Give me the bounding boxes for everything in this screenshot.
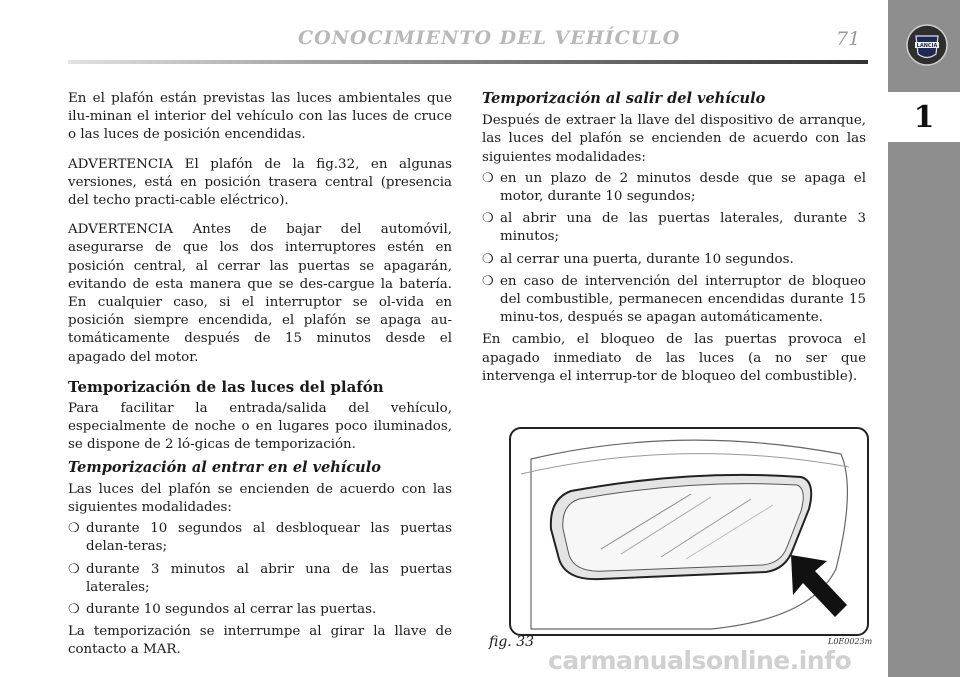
paragraph: La temporización se interrumpe al girar la llave de contacto a MAR. (68, 624, 452, 658)
subsection-heading: Temporización al salir del vehículo (482, 90, 766, 107)
logo-text: LANCIA (916, 43, 938, 49)
right-column (482, 90, 866, 397)
paragraph: En cambio, el bloqueo de las puertas provoca el apagado inmediato de las luces (a no ser que intervenga el interrup-tor de bloqueo del combustible). (482, 332, 866, 384)
section-title: CONOCIMIENTO DEL VEHÍCULO (298, 27, 681, 49)
bullet-icon: ❍ (482, 251, 494, 267)
header-rule (68, 60, 868, 64)
warning-paragraph: ADVERTENCIA Antes de bajar del automóvil, asegurarse de que los dos interruptores estén en posición central, al cerrar las puertas se apagarán, evitando de esta manera que se des-cargue la batería. En cualquier caso, si el interruptor se ol-vida en posición siempre encendida, el plafón se apaga au-tomáticamente después de 15 minutos desde el apagado del motor. (68, 222, 452, 365)
list-item (68, 520, 452, 556)
list-item (68, 561, 452, 597)
list-item-text: durante 10 segundos al desbloquear las puertas delan-teras; (86, 521, 452, 555)
bullet-icon: ❍ (68, 521, 80, 537)
list-item (68, 601, 452, 619)
figure-illustration (509, 427, 869, 636)
chapter-tab: 1 (888, 92, 960, 142)
subsection-heading: Temporización al entrar en el vehículo (68, 458, 381, 476)
list-item-text: durante 10 segundos al cerrar las puertas. (86, 602, 377, 618)
arrow-icon (791, 555, 847, 617)
list-item-text: en un plazo de 2 minutos desde que se apaga el motor, durante 10 segundos; (500, 170, 866, 205)
bullet-list (482, 170, 866, 328)
paragraph: Las luces del plafón se encienden de acuerdo con las siguientes modalidades: (68, 481, 452, 516)
list-item-text: durante 3 minutos al abrir una de las puertas laterales; (86, 561, 452, 595)
list-item (482, 251, 866, 269)
list-item-text: al abrir una de las puertas laterales, durante 3 minutos; (500, 211, 866, 245)
list-item (482, 170, 866, 206)
bullet-icon: ❍ (482, 170, 494, 186)
lancia-logo-icon (906, 24, 948, 66)
paragraph: Después de extraer la llave del dispositivo de arranque, las luces del plafón se encienden de acuerdo con las siguientes modalidades: (482, 113, 866, 165)
bullet-icon: ❍ (482, 273, 494, 289)
section-heading: Temporización de las luces del plafón (68, 377, 384, 396)
list-item-text: en caso de intervención del interruptor de bloqueo del combustible, permanecen encendidas durante 15 minu-tos, después se apagan automáticamente. (500, 273, 866, 326)
bullet-icon: ❍ (482, 211, 494, 227)
list-item (482, 273, 866, 328)
bullet-icon: ❍ (68, 602, 80, 618)
watermark: carmanualsonline.info (548, 646, 852, 675)
bullet-list (68, 520, 452, 619)
paragraph: En el plafón están previstas las luces ambientales que ilu-minan el interior del vehículo con las luces de cruce o las luces de posición encendidas. (68, 91, 452, 143)
list-item-text: al cerrar una puerta, durante 10 segundos. (500, 251, 794, 267)
list-item (482, 210, 866, 246)
paragraph: Para facilitar la entrada/salida del vehículo, especialmente de noche o en lugares poco iluminados, se dispone de 2 ló-gicas de temporización. (68, 401, 452, 453)
left-column (68, 90, 452, 671)
figure-code: L0E0023m (828, 637, 873, 646)
warning-paragraph: ADVERTENCIA El plafón de la fig.32, en algunas versiones, está en posición trasera central (presencia del techo practi-cable eléctrico). (68, 156, 452, 209)
ceiling-light-illustration (511, 429, 867, 634)
figure-caption: fig. 33 (489, 634, 535, 650)
bullet-icon: ❍ (68, 561, 80, 577)
page-number: 71 (836, 28, 861, 50)
